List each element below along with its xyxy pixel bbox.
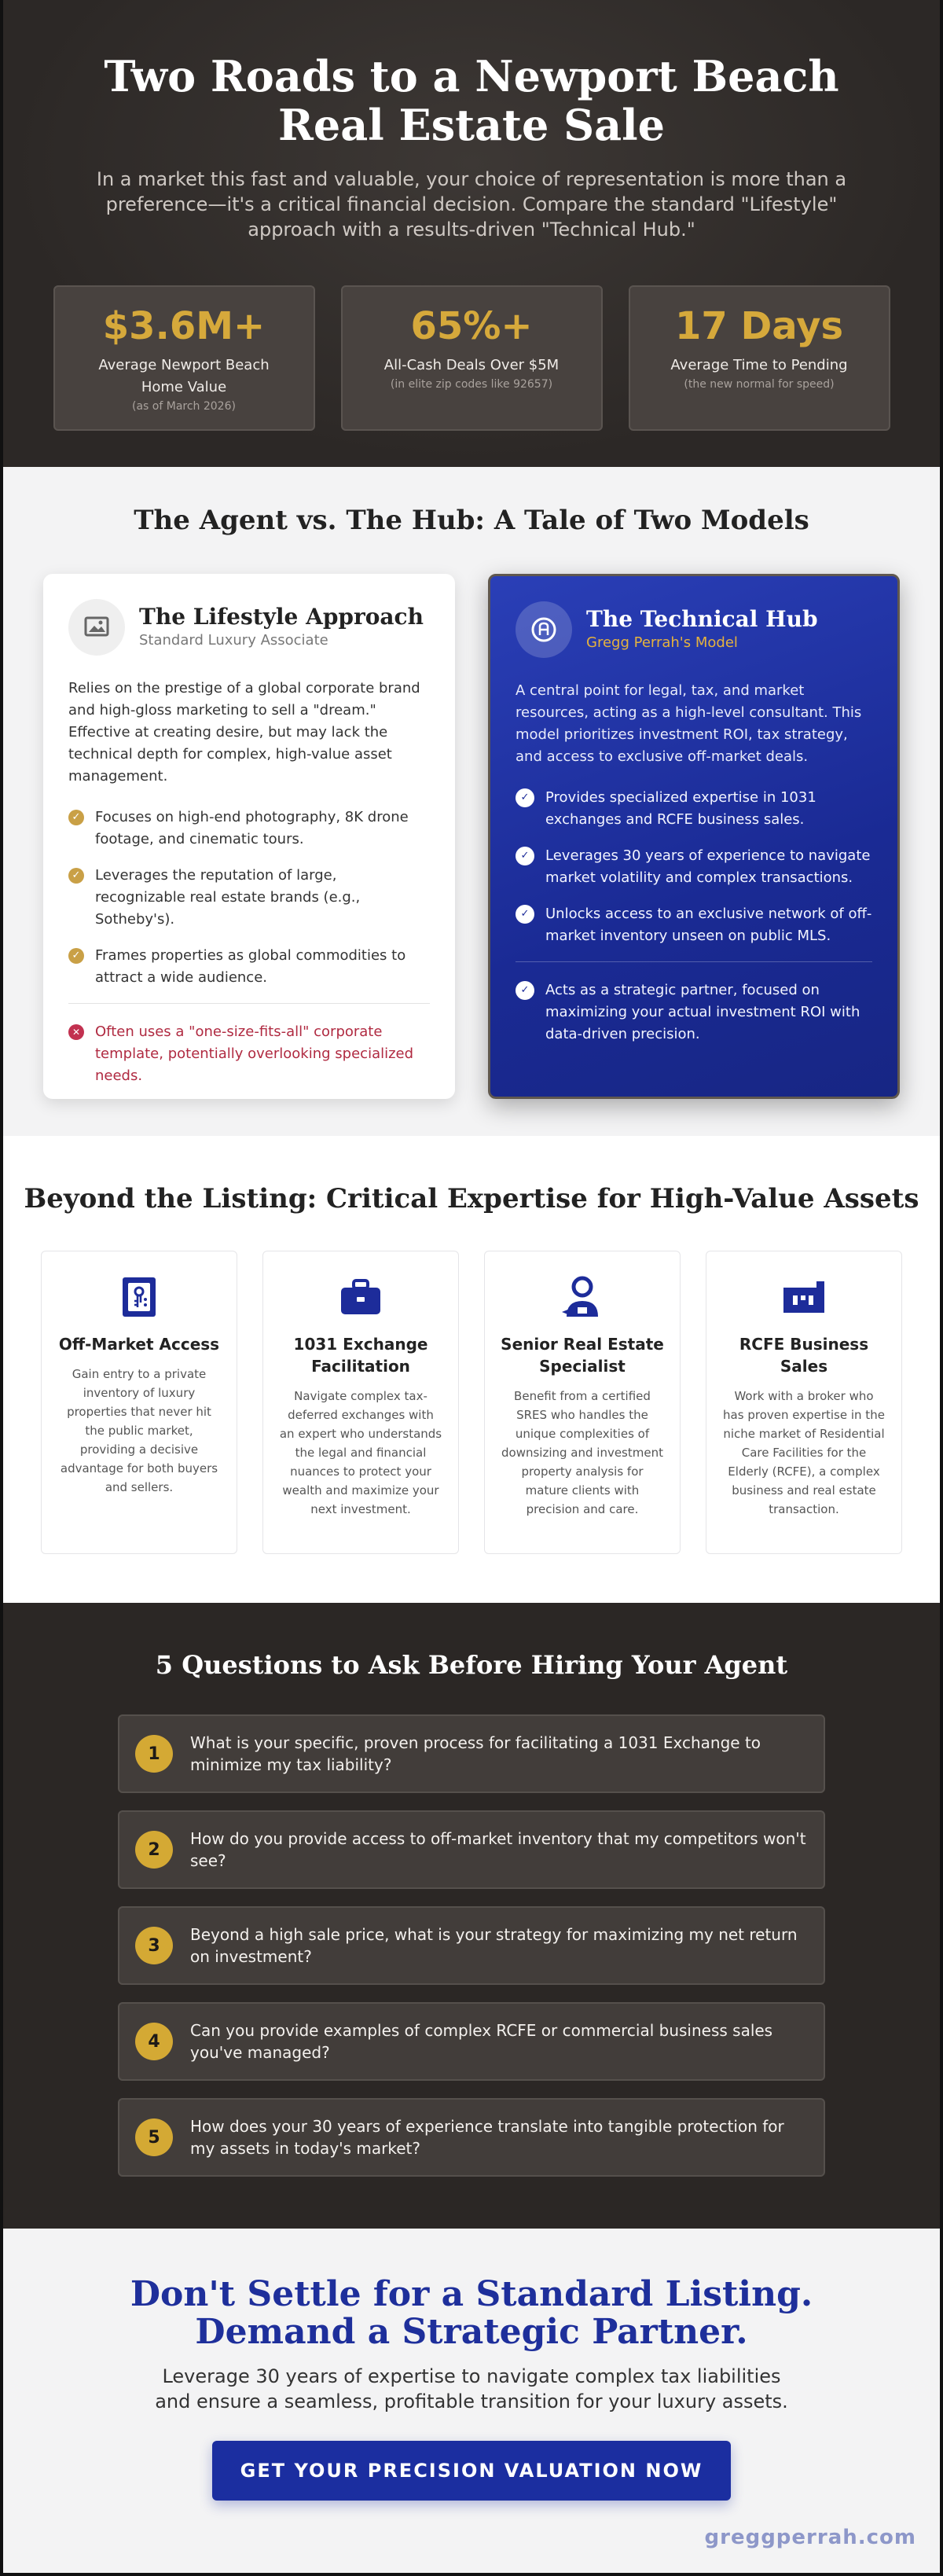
stat-label: Average Time to Pending bbox=[670, 357, 848, 373]
question-text: What is your specific, proven process for facilitating a 1031 Exchange to minimize my tax liability? bbox=[190, 1733, 761, 1774]
check-circle-icon: ✓ bbox=[516, 981, 534, 1000]
bullet-text: Unlocks access to an exclusive network of off-market inventory unseen on public MLS. bbox=[545, 906, 872, 944]
expertise-section bbox=[3, 1136, 940, 1603]
check-circle-icon: ✓ bbox=[516, 905, 534, 924]
questions-list bbox=[118, 1714, 825, 2177]
question-item bbox=[118, 2002, 825, 2081]
hero-title: Two Roads to a Newport Beach Real Estate Sale bbox=[104, 51, 839, 150]
question-number: 4 bbox=[135, 2023, 173, 2060]
stat-value: 65%+ bbox=[410, 304, 533, 348]
question-text: Beyond a high sale price, what is your strategy for maximizing my net return on investment? bbox=[190, 1925, 798, 1966]
comparison-section bbox=[3, 467, 940, 1136]
lifestyle-card bbox=[43, 574, 455, 1099]
list-item bbox=[516, 845, 872, 889]
list-item bbox=[516, 979, 872, 1045]
question-text: How do you provide access to off-market inventory that my competitors won't see? bbox=[190, 1829, 806, 1870]
stat-card-cash-deals bbox=[341, 285, 603, 431]
expertise-card-text: Gain entry to a private inventory of luxury properties that never hit the public market, providing a decisive advantage for both buyers and sellers. bbox=[60, 1367, 218, 1494]
stat-sub: (in elite zip codes like 92657) bbox=[390, 378, 553, 391]
question-item bbox=[118, 1714, 825, 1793]
expertise-card-title: 1031 Exchange Facilitation bbox=[293, 1335, 428, 1376]
check-icon: ✓ bbox=[68, 868, 84, 884]
hub-icon bbox=[516, 601, 572, 658]
bullet-text: Leverages the reputation of large, recognizable real estate brands (e.g., Sotheby's). bbox=[95, 867, 361, 928]
comparison-title: The Agent vs. The Hub: A Tale of Two Models bbox=[134, 505, 809, 536]
expertise-card-rcfe bbox=[706, 1251, 902, 1554]
lifestyle-description: Relies on the prestige of a global corporate brand and high-gloss marketing to sell a "dream." Effective at creating desire, but may lack the technical depth for complex, high-value asset management. bbox=[68, 680, 420, 785]
stat-label: All-Cash Deals Over $5M bbox=[383, 357, 560, 373]
lifestyle-role: Standard Luxury Associate bbox=[139, 632, 328, 649]
list-item bbox=[68, 865, 430, 931]
hub-description: A central point for legal, tax, and market resources, acting as a high-level consultant. This model prioritizes investment ROI, tax strategy, and access to exclusive off-market deals. bbox=[516, 682, 862, 765]
stat-sub: (the new normal for speed) bbox=[684, 378, 835, 391]
stat-value: 17 Days bbox=[674, 304, 844, 348]
expertise-card-title: RCFE Business Sales bbox=[739, 1335, 869, 1376]
bullet-text: Focuses on high-end photography, 8K drone footage, and cinematic tours. bbox=[95, 809, 409, 847]
lifestyle-title: The Lifestyle Approach bbox=[139, 604, 424, 630]
divider bbox=[68, 1003, 430, 1004]
hub-card-header bbox=[516, 601, 872, 658]
check-icon: ✓ bbox=[68, 810, 84, 825]
check-icon: ✓ bbox=[68, 948, 84, 964]
briefcase-icon bbox=[279, 1272, 442, 1322]
question-number: 3 bbox=[135, 1927, 173, 1964]
lifestyle-card-header bbox=[68, 599, 430, 656]
cta-title bbox=[3, 2276, 940, 2351]
list-item bbox=[68, 945, 430, 989]
expertise-title: Beyond the Listing: Critical Expertise for High-Value Assets bbox=[24, 1183, 919, 1215]
expertise-card-sres bbox=[484, 1251, 681, 1554]
cta-title-line-1: Don't Settle for a Standard Listing. bbox=[130, 2274, 813, 2314]
bullet-text: Acts as a strategic partner, focused on maximizing your actual investment ROI with data-driven precision. bbox=[545, 982, 860, 1042]
question-number: 1 bbox=[135, 1735, 173, 1773]
question-number: 2 bbox=[135, 1831, 173, 1869]
stat-label: Average Newport Beach Home Value bbox=[98, 357, 270, 395]
question-item bbox=[118, 1906, 825, 1985]
site-url: greggperrah.com bbox=[704, 2526, 916, 2549]
cta-subtitle: Leverage 30 years of expertise to navigate complex tax liabilities and ensure a seamless, profitable transition for your luxury assets. bbox=[155, 2365, 788, 2412]
question-number: 5 bbox=[135, 2118, 173, 2156]
cta-section bbox=[3, 2229, 940, 2573]
cta-title-line-2: Demand a Strategic Partner. bbox=[195, 2312, 748, 2352]
divider bbox=[516, 961, 872, 962]
technical-hub-card bbox=[488, 574, 900, 1099]
expertise-card-off-market bbox=[41, 1251, 237, 1554]
hub-title: The Technical Hub bbox=[586, 606, 818, 632]
door-key-icon bbox=[57, 1272, 221, 1322]
specialist-icon bbox=[501, 1272, 664, 1322]
expertise-card-1031 bbox=[262, 1251, 459, 1554]
expertise-card-text: Benefit from a certified SRES who handles the unique complexities of downsizing and investment property analysis for mature clients with precision and care. bbox=[501, 1389, 663, 1516]
list-item bbox=[516, 903, 872, 947]
landscape-photo-icon bbox=[68, 599, 125, 656]
expertise-card-title: Senior Real Estate Specialist bbox=[501, 1335, 664, 1376]
stat-card-home-value bbox=[53, 285, 315, 431]
bullet-text: Frames properties as global commodities to attract a wide audience. bbox=[95, 947, 406, 986]
bullet-text: Leverages 30 years of experience to navigate market volatility and complex transactions. bbox=[545, 847, 871, 886]
expertise-card-title: Off-Market Access bbox=[58, 1335, 220, 1354]
expertise-cards bbox=[3, 1251, 940, 1554]
hub-bullets bbox=[516, 787, 872, 1045]
questions-section bbox=[3, 1603, 940, 2229]
question-text: Can you provide examples of complex RCFE or commercial business sales you've managed? bbox=[190, 2021, 773, 2062]
stat-value: $3.6M+ bbox=[102, 304, 266, 348]
hero-section bbox=[3, 0, 940, 467]
business-building-icon bbox=[722, 1272, 886, 1322]
bullet-text: Provides specialized expertise in 1031 exchanges and RCFE business sales. bbox=[545, 789, 816, 828]
warning-text: Often uses a "one-size-fits-all" corporate template, potentially overlooking specialized needs. bbox=[95, 1023, 414, 1084]
stats-row bbox=[3, 285, 940, 431]
expertise-card-text: Work with a broker who has proven expertise in the niche market of Residential Care Facilities for the Elderly (RCFE), a complex business and real estate transaction. bbox=[723, 1389, 885, 1516]
hero-lead: In a market this fast and valuable, your choice of representation is more than a preference—it's a critical financial decision. Compare the standard "Lifestyle" approach with a results-driven "Technical Hub." bbox=[96, 168, 847, 241]
list-item bbox=[516, 787, 872, 831]
lifestyle-bullets bbox=[68, 807, 430, 1087]
stat-sub: (as of March 2026) bbox=[132, 400, 236, 413]
expertise-card-text: Navigate complex tax-deferred exchanges with an expert who understands the legal and financial nuances to protect your wealth and maximize your next investment. bbox=[279, 1389, 442, 1516]
question-item bbox=[118, 2098, 825, 2177]
precision-valuation-button[interactable]: GET YOUR PRECISION VALUATION NOW bbox=[212, 2441, 731, 2501]
check-circle-icon: ✓ bbox=[516, 788, 534, 807]
hub-role: Gregg Perrah's Model bbox=[586, 634, 738, 651]
list-item bbox=[68, 807, 430, 851]
check-circle-icon: ✓ bbox=[516, 847, 534, 865]
x-mark-icon: ✕ bbox=[68, 1024, 84, 1040]
question-text: How does your 30 years of experience translate into tangible protection for my assets in today's market? bbox=[190, 2117, 784, 2158]
stat-card-time-to-pending bbox=[629, 285, 890, 431]
question-item bbox=[118, 1810, 825, 1889]
questions-title: 5 Questions to Ask Before Hiring Your Agent bbox=[155, 1650, 788, 1680]
comparison-cards bbox=[3, 574, 940, 1099]
warning-item bbox=[68, 1021, 430, 1087]
